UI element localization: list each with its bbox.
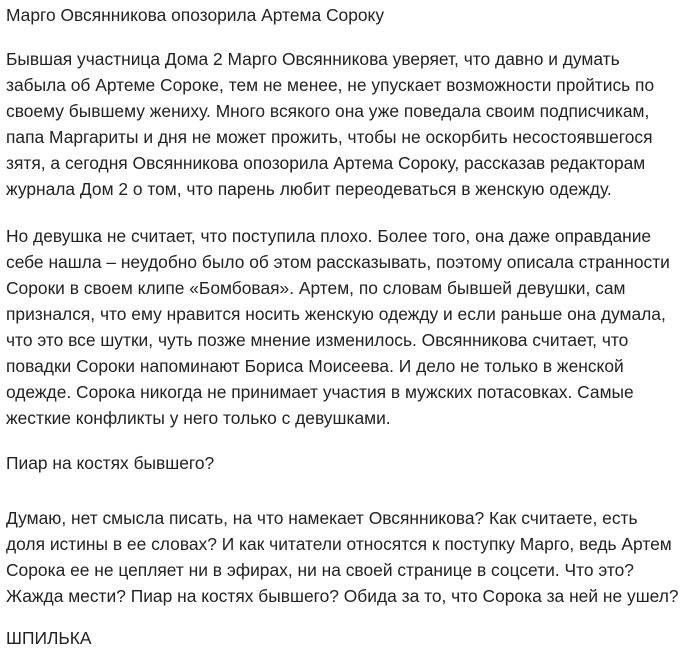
article-paragraph-1: Бывшая участница Дома 2 Марго Овсянникова уверяет, что давно и думать забыла об Артеме Сороке, тем не менее, не упускает возможности пройтись по своему бывшему жениху. Много всякого она уже поведала своим подписчикам, папа Маргариты и дня не может прожить, чтобы не оскорбить несостоявшегося зятя, а сегодня Овсянникова опозорила Артема Сороку, рассказав редакторам журнала Дом 2 о том, что парень любит переодеваться в женскую одежду. [6,49,655,199]
article-paragraph-2: Но девушка не считает, что поступила плохо. Более того, она даже оправдание себе нашла – неудобно было об этом рассказывать, поэтому описала странности Сороки в своем клипе «Бомбовая». Артем, по словам бывшей девушки, сам признался, что ему нравится носить женскую одежду и если раньше она думала, что это все шутки, чуть позже мнение изменилось. Овсянникова считает, что повадки Сороки напоминают Бориса Моисеева. И дело не только в женской одежде. Сорока никогда не принимает участия в мужских потасовках. Самые жесткие конфликты у него только с девушками. [6,226,670,428]
article [6,0,694,648]
article-signature: ШПИЛЬКА [6,628,92,648]
article-paragraph-3: Думаю, нет смысла писать, на что намекает Овсянникова? Как считаете, есть доля истины в ее словах? И как читатели относятся к поступку Марго, ведь Артем Сорока ее не цепляет ни в эфирах, ни на своей странице в соцсети. Что это? Жажда мести? Пиар на костях бывшего? Обида за то, что Сорока за ней не ушел? [6,508,679,606]
article-subheading: Пиар на костях бывшего? [6,453,215,473]
article-title: Марго Овсянникова опозорила Артема Сороку [6,5,385,25]
